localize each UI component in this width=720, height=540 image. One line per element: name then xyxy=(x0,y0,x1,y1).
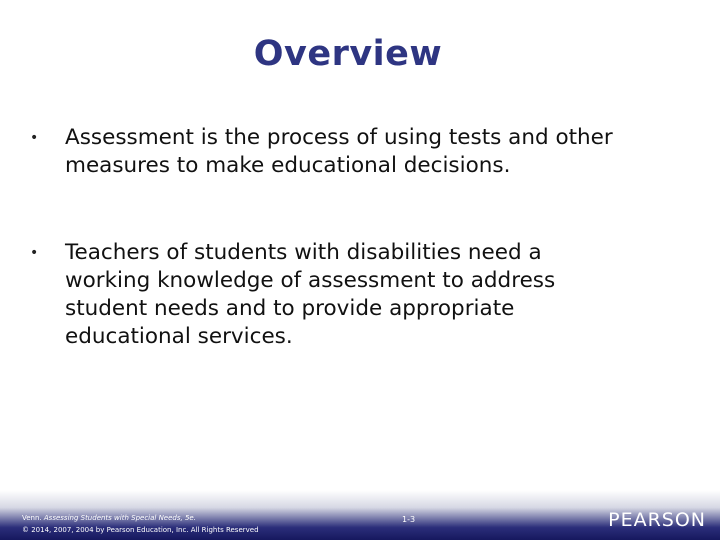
citation-author: Venn. xyxy=(22,514,42,522)
slide-title: Overview xyxy=(253,34,443,74)
copyright-line: © 2014, 2007, 2004 by Pearson Education, Inc. All Rights Reserved xyxy=(22,526,259,534)
footer-citation xyxy=(22,512,259,536)
citation-line xyxy=(22,512,259,524)
bullet-marker: • xyxy=(30,130,39,146)
bullet-marker: • xyxy=(30,245,39,261)
page-number: 1-3 xyxy=(402,515,416,524)
bullet-text: Assessment is the process of using tests and other measures to make educational decisions. xyxy=(65,125,613,178)
bullet-text: Teachers of students with disabilities need a working knowledge of assessment to address student needs and to provide appropriate educational services. xyxy=(65,240,556,349)
citation-book: Assessing Students with Special Needs, 5e. xyxy=(43,514,196,522)
pearson-logo: PEARSON xyxy=(608,509,706,531)
footer-bar xyxy=(0,490,720,540)
